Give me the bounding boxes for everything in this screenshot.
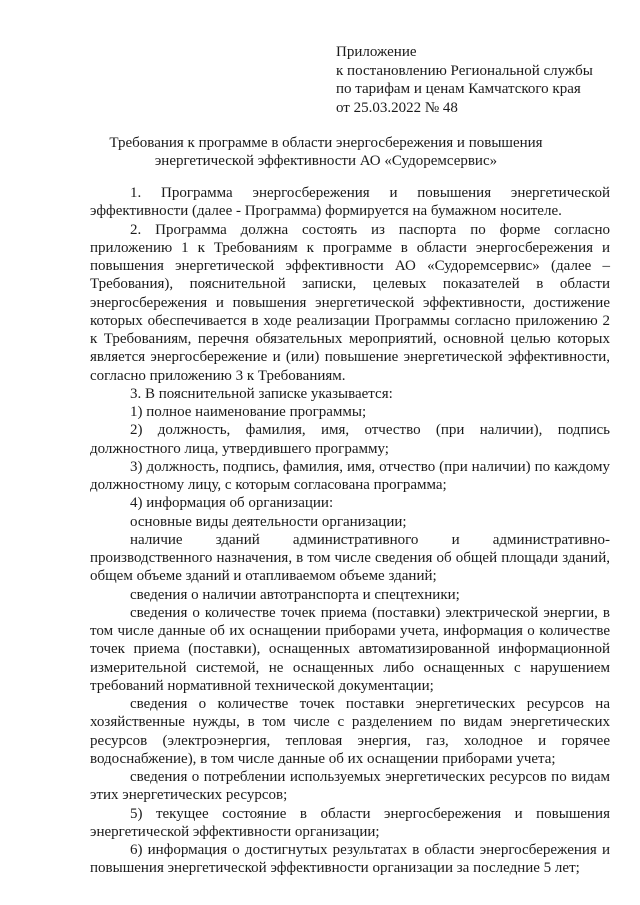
list-item-6: 6) информация о достигнутых результатах в области энергосбережения и повышения энергетической эффективности организации за последние 5 лет; <box>90 842 610 877</box>
document-body <box>90 184 610 878</box>
subitem-activities: основные виды деятельности организации; <box>130 513 407 530</box>
subitem-buildings: наличие зданий административного и административно-производственного назначения, в том числе сведения об общей площади зданий, общем объеме зданий и отапливаемом объеме зданий; <box>90 531 610 585</box>
paragraph-2: 2. Программа должна состоять из паспорта по форме согласно приложению 1 к Требованиям к программе в области энергосбережения и повышения энергетической эффективности АО «Судоремсервис» (далее – Требования), пояснительной записки, целевых показателей в области энергосбережения и повышения энергетической эффективности, достижение которых обеспечивается в ходе реализации Программы согласно приложению 2 к Требованиям, перечня обязательных мероприятий, основной целью которых является энергосбережение и (или) повышение энергетической эффективности, согласно приложению 3 к Требованиям. <box>90 221 610 384</box>
list-item-3: 3) должность, подпись, фамилия, имя, отчество (при наличии) по каждому должностному лицу, с которым согласована программа; <box>90 458 610 493</box>
document-title <box>60 135 592 170</box>
list-item-4: 4) информация об организации: <box>130 495 334 512</box>
title-line-2: энергетической эффективности АО «Судоремсервис» <box>154 152 498 169</box>
annex-date-number: от 25.03.2022 № 48 <box>336 99 458 116</box>
paragraph-1: 1. Программа энергосбережения и повышения энергетической эффективности (далее - Программа) формируется на бумажном носителе. <box>90 185 610 220</box>
subitem-consumption: сведения о потреблении используемых энергетических ресурсов по видам этих энергетических ресурсов; <box>90 769 610 804</box>
paragraph-3: 3. В пояснительной записке указывается: <box>130 385 393 402</box>
title-line-1: Требования к программе в области энергосбережения и повышения <box>109 135 543 151</box>
subitem-electricity-points: сведения о количестве точек приема (поставки) электрической энергии, в том числе данные об их оснащении приборами учета, информация о количестве точек приема (поставки), оснащенных автоматизированной информационной измерительной системой, не оснащенных либо оснащенных с нарушением требований нормативной технической документации; <box>90 604 610 694</box>
subitem-vehicles: сведения о наличии автотранспорта и спецтехники; <box>130 586 460 603</box>
list-item-2: 2) должность, фамилия, имя, отчество (при наличии), подпись должностного лица, утвердившего программу; <box>90 422 610 457</box>
annex-label: Приложение <box>336 44 417 60</box>
list-item-5: 5) текущее состояние в области энергосбережения и повышения энергетической эффективности организации; <box>90 805 610 840</box>
annex-header <box>336 43 636 117</box>
annex-resolution-ref: к постановлению Региональной службы <box>336 62 593 79</box>
annex-authority: по тарифам и ценам Камчатского края <box>336 81 581 97</box>
list-item-1: 1) полное наименование программы; <box>130 404 367 420</box>
subitem-supply-points: сведения о количестве точек поставки энергетических ресурсов на хозяйственные нужды, в том числе с разделением по видам энергетических ресурсов (электроэнергия, тепловая энергия, газ, холодное и горячее водоснабжение), в том числе данные об их оснащении приборами учета; <box>90 696 610 767</box>
